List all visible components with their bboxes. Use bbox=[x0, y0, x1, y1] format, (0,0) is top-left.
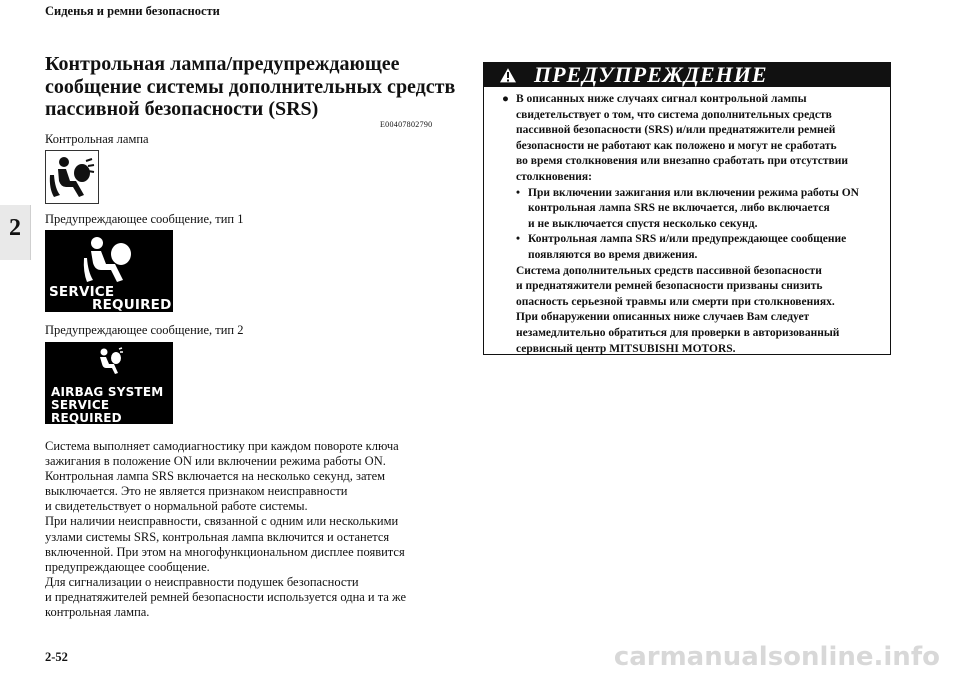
display-line: SERVICE bbox=[49, 284, 115, 300]
chapter-tab bbox=[0, 205, 31, 260]
warning-line: пассивной безопасности (SRS) и/или преднатяжители ремней bbox=[516, 124, 836, 137]
body-line: выключается. Это не является признаком неисправности bbox=[45, 484, 348, 499]
warning-line: столкновения: bbox=[516, 170, 592, 183]
body-line: узлами системы SRS, контрольная лампа включится и останется bbox=[45, 529, 390, 544]
warning-box bbox=[483, 62, 891, 355]
body-line: предупреждающее сообщение. bbox=[45, 559, 210, 574]
body-line: контрольная лампа. bbox=[45, 605, 150, 620]
bullet-icon: ● bbox=[502, 93, 509, 105]
warning-line: и не выключается спустя несколько секунд. bbox=[528, 217, 758, 230]
warning-line: безопасности не работают как положено и могут не сработать bbox=[516, 139, 837, 152]
display-line: AIRBAG SYSTEM bbox=[51, 385, 164, 399]
section-code: E00407802790 bbox=[380, 120, 433, 129]
warning-display-type2 bbox=[45, 342, 173, 424]
chapter-number: 2 bbox=[9, 215, 21, 241]
body-line: Система выполняет самодиагностику при каждом повороте ключа bbox=[45, 439, 399, 453]
airbag-person-icon bbox=[83, 234, 137, 286]
sub-bullet-icon: • bbox=[516, 233, 521, 246]
warning-line: Система дополнительных средств пассивной безопасности bbox=[516, 264, 822, 277]
body-line: и свидетельствует о нормальной работе системы. bbox=[45, 499, 308, 514]
title-line: пассивной безопасности (SRS) bbox=[45, 98, 319, 120]
page-number: 2-52 bbox=[45, 650, 68, 664]
srs-indicator-icon bbox=[45, 150, 99, 204]
watermark: carmanualsonline.info bbox=[613, 642, 940, 672]
body-line: и преднатяжителей ремней безопасности используется одна и та же bbox=[45, 589, 407, 604]
display-message bbox=[51, 386, 173, 425]
warning-line: и преднатяжители ремней безопасности призваны снизить bbox=[516, 280, 823, 293]
warning-heading: ПРЕДУПРЕЖДЕНИЕ bbox=[534, 62, 768, 87]
warning-type1-label: Предупреждающее сообщение, тип 1 bbox=[45, 212, 244, 226]
display-message bbox=[49, 286, 172, 312]
body-line: зажигания в положение ON или включении режима работы ON. bbox=[45, 454, 386, 469]
warning-line: свидетельствует о том, что система дополнительных средств bbox=[516, 108, 832, 121]
warning-line: опасность серьезной травмы или смерти при столкновениях. bbox=[516, 295, 835, 308]
title-line: сообщение системы дополнительных средств bbox=[45, 75, 456, 98]
body-line: Для сигнализации о неисправности подушек безопасности bbox=[45, 574, 359, 589]
running-head: Сиденья и ремни безопасности bbox=[45, 4, 220, 18]
body-text bbox=[45, 439, 465, 620]
warning-line: незамедлительно обратиться для проверки в авторизованный bbox=[516, 326, 840, 339]
warning-line: во время столкновения или внезапно сработать при отсутствии bbox=[516, 155, 848, 168]
warning-line: В описанных ниже случаях сигнал контрольной лампы bbox=[516, 93, 807, 105]
warning-line: контрольная лампа SRS не включается, либо включается bbox=[528, 202, 830, 215]
title-line: Контрольная лампа/предупреждающее bbox=[45, 53, 400, 75]
display-line: REQUIRED bbox=[92, 297, 172, 313]
airbag-person-icon bbox=[97, 347, 123, 377]
warning-line: Контрольная лампа SRS и/или предупреждающее сообщение bbox=[528, 233, 847, 246]
warning-line: сервисный центр MITSUBISHI MOTORS. bbox=[516, 342, 736, 355]
warning-triangle-icon bbox=[498, 66, 518, 84]
warning-body bbox=[484, 87, 890, 357]
section-title bbox=[45, 53, 465, 121]
warning-display-type1 bbox=[45, 230, 173, 312]
body-line: включенной. При этом на многофункциональном дисплее появится bbox=[45, 544, 405, 559]
display-line: SERVICE REQUIRED bbox=[51, 398, 122, 425]
body-line: Контрольная лампа SRS включается на несколько секунд, затем bbox=[45, 469, 386, 484]
body-line: При наличии неисправности, связанной с одним или несколькими bbox=[45, 514, 399, 529]
indicator-label: Контрольная лампа bbox=[45, 132, 149, 146]
warning-type2-label: Предупреждающее сообщение, тип 2 bbox=[45, 323, 244, 337]
warning-line: При включении зажигания или включении режима работы ON bbox=[528, 186, 859, 199]
sub-bullet-icon: • bbox=[516, 186, 521, 199]
warning-header bbox=[484, 63, 890, 87]
warning-line: появляются во время движения. bbox=[528, 248, 698, 261]
warning-line: При обнаружении описанных ниже случаев Вам следует bbox=[516, 311, 810, 324]
